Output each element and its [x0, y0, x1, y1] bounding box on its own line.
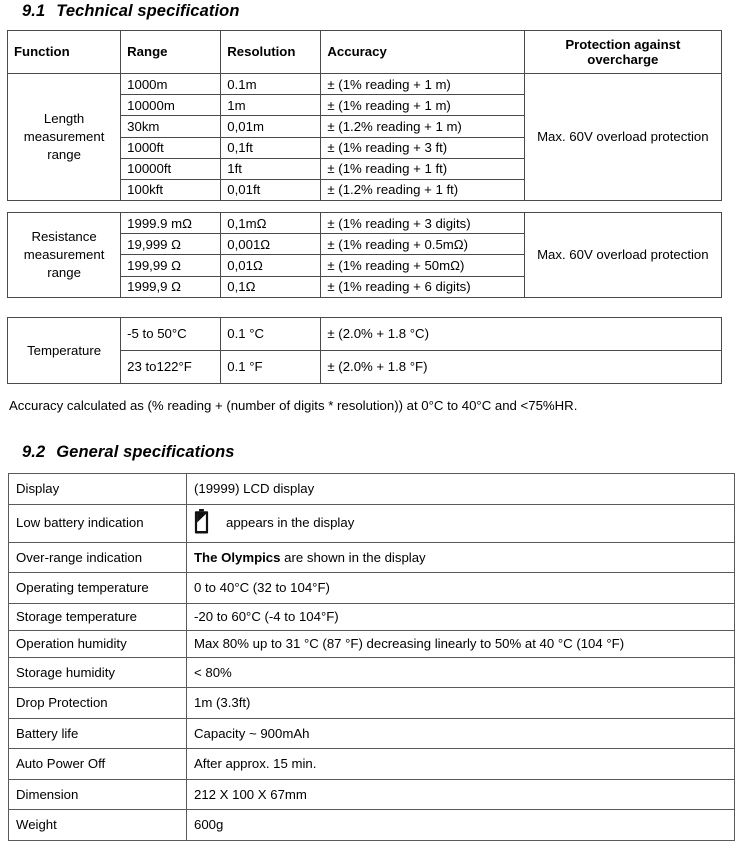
resolution-value: 0,01Ω — [221, 255, 321, 276]
section-number-92: 9.2 — [22, 443, 46, 461]
accuracy-value: ± (1% reading + 3 ft) — [321, 137, 524, 158]
column-header-accuracy: Accuracy — [321, 31, 524, 74]
resolution-value: 0.1 °C — [221, 318, 321, 351]
table-row — [9, 810, 735, 841]
battery-low-icon — [194, 509, 209, 537]
accuracy-value: ± (1% reading + 0.5mΩ) — [321, 234, 524, 255]
table-row — [9, 718, 735, 749]
table-row — [9, 573, 735, 604]
spec-value-operation-humidity: Max 80% up to 31 °C (87 °F) decreasing linearly to 50% at 40 °C (104 °F) — [187, 630, 735, 657]
technical-spec-table-resistance — [7, 212, 722, 298]
table-row — [9, 474, 735, 505]
range-value: 30km — [121, 116, 221, 137]
over-range-rest-text: are shown in the display — [280, 549, 426, 565]
section-number-91: 9.1 — [22, 2, 46, 20]
spec-value-low-battery — [187, 504, 735, 542]
table-header-row — [8, 31, 722, 74]
accuracy-value: ± (1% reading + 1 ft) — [321, 158, 524, 179]
resolution-value: 0,001Ω — [221, 234, 321, 255]
accuracy-value: ± (2.0% + 1.8 °F) — [321, 351, 722, 384]
spec-value-over-range — [187, 542, 735, 573]
table-row — [9, 749, 735, 780]
spec-label-over-range: Over-range indication — [9, 542, 187, 573]
protection-label-length: Max. 60V overload protection — [524, 74, 721, 201]
range-value: 1999,9 Ω — [121, 276, 221, 297]
spec-value-dimension: 212 X 100 X 67mm — [187, 779, 735, 810]
protection-label-resistance: Max. 60V overload protection — [524, 213, 721, 298]
spec-label-low-battery: Low battery indication — [9, 504, 187, 542]
function-label-resistance: Resistance measurement range — [8, 213, 121, 298]
spec-label-storage-humidity: Storage humidity — [9, 657, 187, 688]
accuracy-value: ± (1% reading + 3 digits) — [321, 213, 524, 234]
table-row — [8, 74, 722, 95]
accuracy-value: ± (1.2% reading + 1 m) — [321, 116, 524, 137]
table-row — [9, 630, 735, 657]
range-value: 10000m — [121, 95, 221, 116]
resolution-value: 0,1Ω — [221, 276, 321, 297]
spec-value-weight: 600g — [187, 810, 735, 841]
accuracy-value: ± (1.2% reading + 1 ft) — [321, 179, 524, 200]
over-range-bold-text: The Olympics — [194, 549, 281, 565]
spec-label-display: Display — [9, 474, 187, 505]
range-value: -5 to 50°C — [121, 318, 221, 351]
table-row — [8, 213, 722, 234]
spec-label-drop-protection: Drop Protection — [9, 688, 187, 719]
resolution-value: 0,1ft — [221, 137, 321, 158]
spec-label-auto-power-off: Auto Power Off — [9, 749, 187, 780]
section-heading-technical — [0, 2, 741, 21]
column-header-protection: Protection against overcharge — [524, 31, 721, 74]
range-value: 1000ft — [121, 137, 221, 158]
spec-label-storage-temperature: Storage temperature — [9, 603, 187, 630]
spec-value-auto-power-off: After approx. 15 min. — [187, 749, 735, 780]
table-row — [9, 504, 735, 542]
general-specifications-table — [8, 473, 735, 841]
accuracy-value: ± (1% reading + 1 m) — [321, 74, 524, 95]
column-header-resolution: Resolution — [221, 31, 321, 74]
resolution-value: 0.1m — [221, 74, 321, 95]
table-row — [9, 779, 735, 810]
spec-label-battery-life: Battery life — [9, 718, 187, 749]
column-header-function: Function — [8, 31, 121, 74]
spec-value-storage-temperature: -20 to 60°C (-4 to 104°F) — [187, 603, 735, 630]
spec-label-operation-humidity: Operation humidity — [9, 630, 187, 657]
technical-spec-table-temperature — [7, 317, 722, 384]
table-row — [9, 688, 735, 719]
section-title-91: Technical specification — [56, 2, 240, 20]
table-row — [9, 542, 735, 573]
spec-value-drop-protection: 1m (3.3ft) — [187, 688, 735, 719]
spec-value-low-battery-text: appears in the display — [226, 515, 355, 531]
function-label-length: Length measurement range — [8, 74, 121, 201]
accuracy-value: ± (1% reading + 6 digits) — [321, 276, 524, 297]
spec-label-weight: Weight — [9, 810, 187, 841]
resolution-value: 1m — [221, 95, 321, 116]
range-value: 199,99 Ω — [121, 255, 221, 276]
accuracy-note: Accuracy calculated as (% reading + (number of digits * resolution)) at 0°C to 40°C and <75%HR. — [9, 398, 578, 413]
spec-value-battery-life: Capacity ~ 900mAh — [187, 718, 735, 749]
spec-value-storage-humidity: < 80% — [187, 657, 735, 688]
accuracy-value: ± (1% reading + 50mΩ) — [321, 255, 524, 276]
table-row — [9, 657, 735, 688]
resolution-value: 0,01m — [221, 116, 321, 137]
spec-value-display: (19999) LCD display — [187, 474, 735, 505]
section-title-92: General specifications — [56, 443, 235, 461]
resolution-value: 0.1 °F — [221, 351, 321, 384]
table-row — [9, 603, 735, 630]
spec-value-operating-temperature: 0 to 40°C (32 to 104°F) — [187, 573, 735, 604]
table-row — [8, 318, 722, 351]
column-header-range: Range — [121, 31, 221, 74]
resolution-value: 0,1mΩ — [221, 213, 321, 234]
range-value: 10000ft — [121, 158, 221, 179]
range-value: 100kft — [121, 179, 221, 200]
spec-label-dimension: Dimension — [9, 779, 187, 810]
range-value: 1000m — [121, 74, 221, 95]
technical-spec-table-length — [7, 30, 722, 201]
resolution-value: 1ft — [221, 158, 321, 179]
accuracy-value: ± (1% reading + 1 m) — [321, 95, 524, 116]
accuracy-value: ± (2.0% + 1.8 °C) — [321, 318, 722, 351]
resolution-value: 0,01ft — [221, 179, 321, 200]
spec-label-operating-temperature: Operating temperature — [9, 573, 187, 604]
range-value: 19,999 Ω — [121, 234, 221, 255]
range-value: 1999.9 mΩ — [121, 213, 221, 234]
range-value: 23 to122°F — [121, 351, 221, 384]
function-label-temperature: Temperature — [8, 318, 121, 384]
section-heading-general — [0, 443, 741, 462]
